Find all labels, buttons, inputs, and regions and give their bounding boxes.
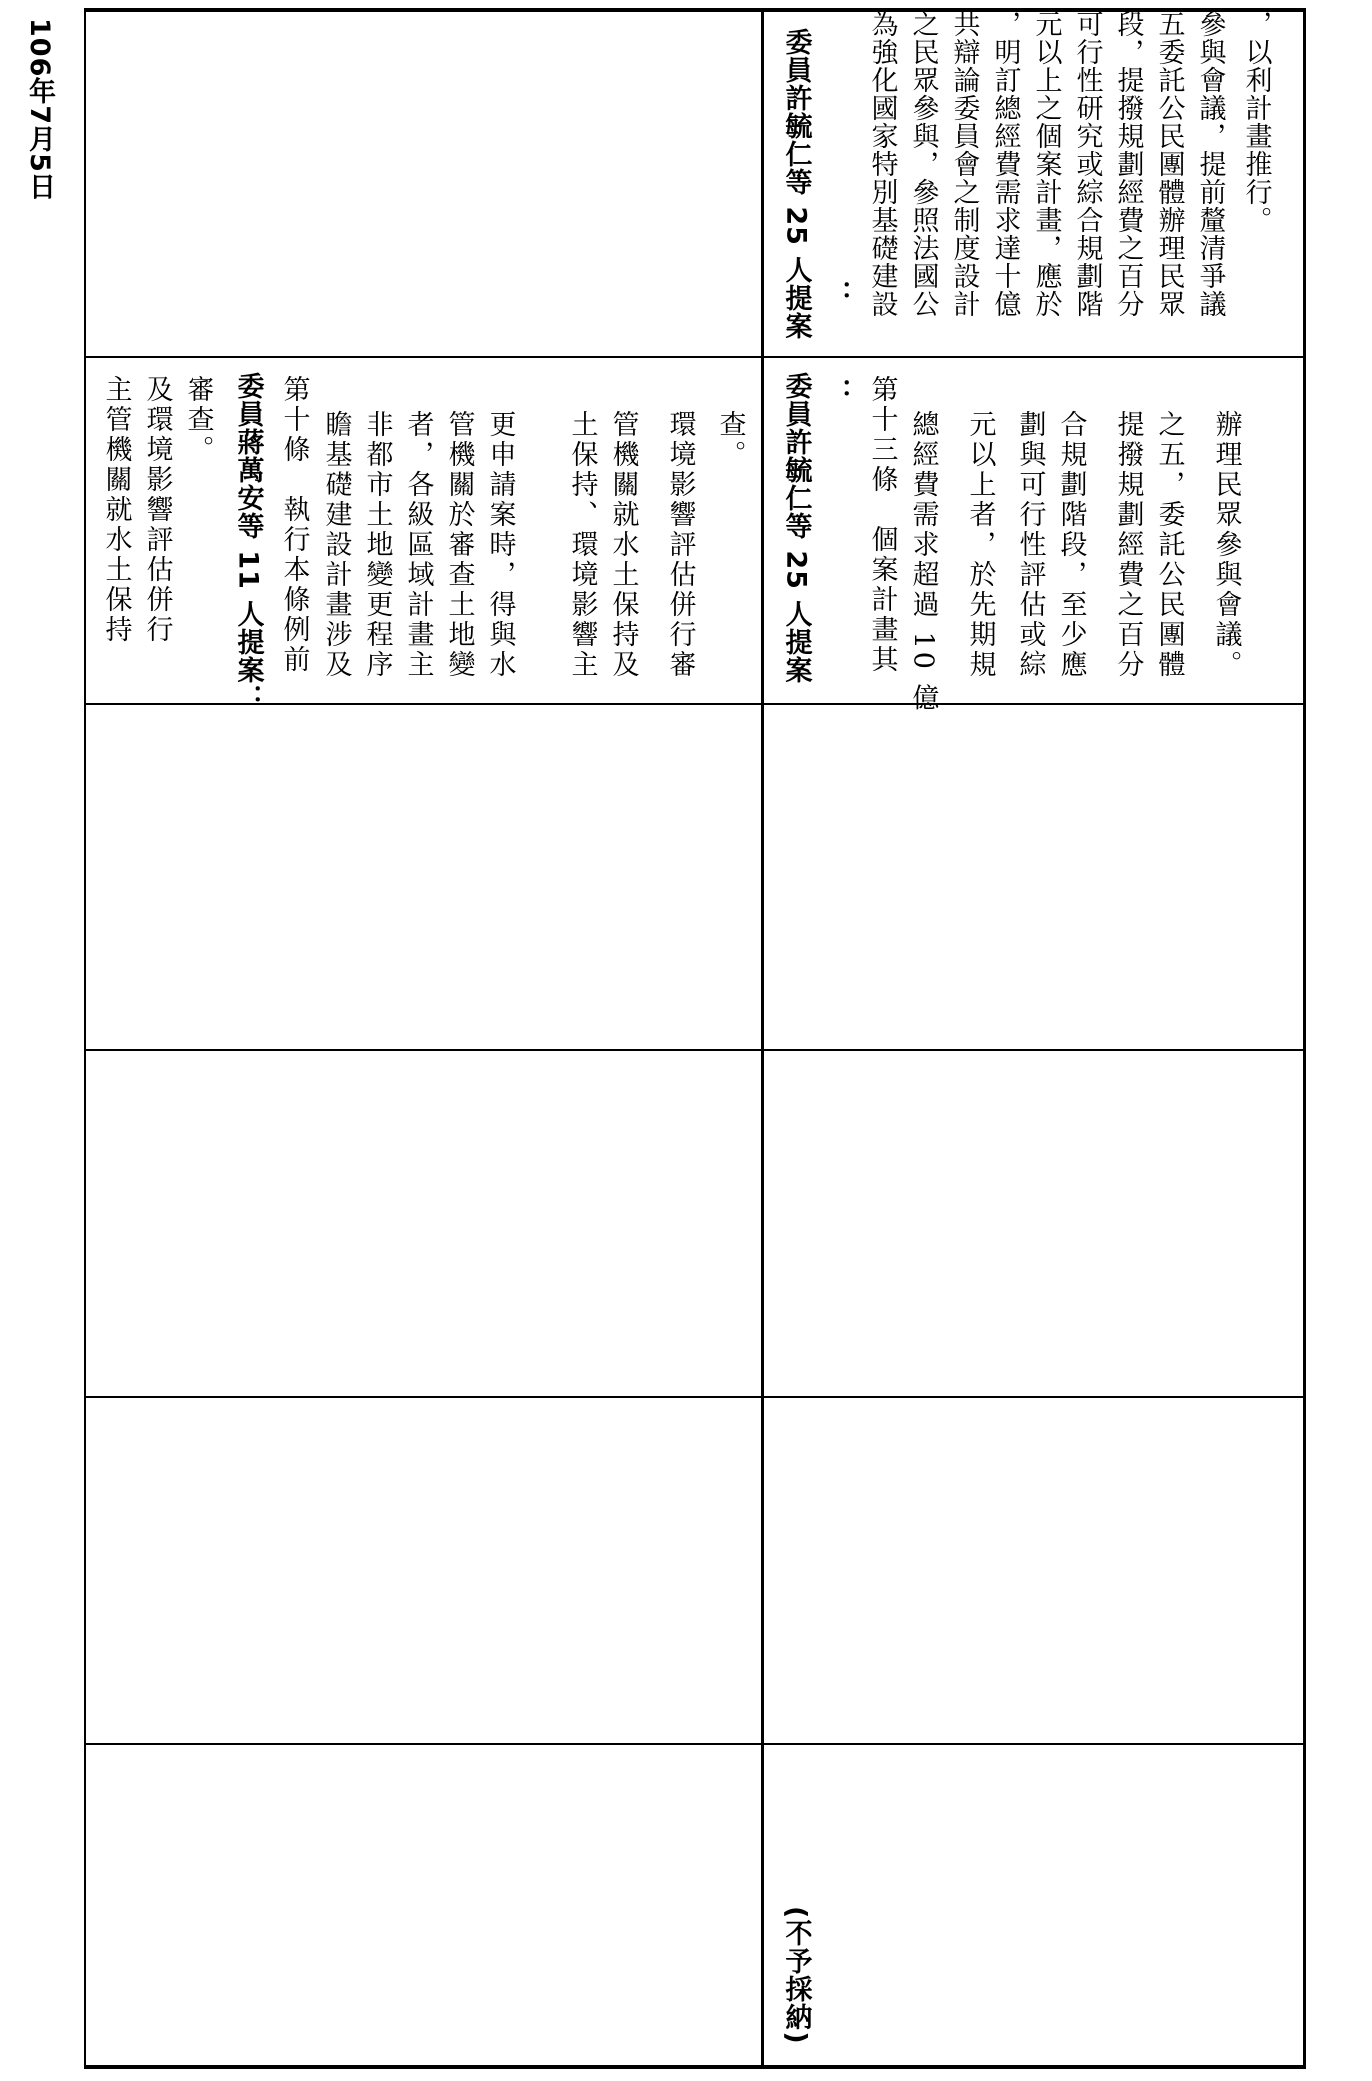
article-line: 非都市土地變更程序 [361, 410, 393, 680]
table-right-border [1303, 8, 1306, 2069]
article-line: 劃與可行性評估或綜 [1014, 410, 1046, 680]
article-line: 管機關就水土保持及 [607, 410, 639, 680]
column-divider-1 [86, 356, 1303, 358]
explanation-line: 段，提撥規劃經費之百分 [1112, 10, 1144, 318]
decision-not-adopted: (不予採納) [780, 1906, 812, 2045]
table-left-border [84, 8, 86, 2069]
column-divider-5 [86, 1743, 1303, 1745]
article-line: 查。 [714, 410, 746, 470]
proposal-heading-colon: ： [821, 280, 853, 308]
explanation-line: 可行性研究或綜合規劃階 [1071, 10, 1103, 318]
explanation-line: 五委託公民團體辦理民眾 [1153, 10, 1185, 318]
continuation-line: 審查。 [182, 375, 214, 465]
article-line: 管機關於審查土地變 [443, 410, 475, 680]
explanation-line: ，以利計畫推行。 [1240, 10, 1272, 234]
article-line: 者，各級區域計畫主 [402, 410, 434, 680]
explanation-line: ，明訂總經費需求達十億 [989, 10, 1021, 318]
proposal-heading: 委員許毓仁等 25 人提案 [780, 28, 812, 341]
proposal-heading: 委員許毓仁等 25 人提案 [780, 372, 812, 685]
continuation-line: 及環境影響評估併行 [141, 375, 173, 645]
column-divider-4 [86, 1396, 1303, 1398]
article-line: 第十三條 個案計畫其 [866, 375, 898, 675]
article-line: 元以上者，於先期規 [964, 410, 996, 680]
proposal-heading-colon: ： [821, 378, 853, 406]
column-divider-2 [86, 703, 1303, 705]
column-divider-3 [86, 1049, 1303, 1051]
explanation-line: 為強化國家特別基礎建設 [866, 10, 898, 318]
article-line: 土保持、環境影響主 [566, 410, 598, 680]
article-line: 更申請案時，得與水 [484, 410, 516, 680]
continuation-line: 主管機關就水土保持 [100, 375, 132, 645]
article-line: 提撥規劃經費之百分 [1112, 410, 1144, 680]
explanation-line: 元以上之個案計畫，應於 [1030, 10, 1062, 318]
row-divider [761, 8, 764, 2069]
article-line: 合規劃階段，至少應 [1055, 410, 1087, 680]
proposal-heading: 委員蔣萬安等 11 人提案： [232, 372, 264, 713]
page-date: 106年7月5日 [24, 18, 55, 201]
article-line: 環境影響評估併行審 [664, 410, 696, 680]
article-line: 辦理民眾參與會議。 [1210, 410, 1242, 680]
article-line: 之五，委託公民團體 [1153, 410, 1185, 680]
explanation-line: 之民眾參與，參照法國公 [907, 10, 939, 318]
article-line: 瞻基礎建設計畫涉及 [320, 410, 352, 680]
explanation-line: 共辯論委員會之制度設計 [948, 10, 980, 318]
article-line: 第十條 執行本條例前 [278, 375, 310, 675]
table-bottom-border [84, 2065, 1306, 2069]
article-line: 總經費需求超過 10 億 [907, 410, 939, 714]
explanation-line: 參與會議，提前釐清爭議 [1194, 10, 1226, 318]
